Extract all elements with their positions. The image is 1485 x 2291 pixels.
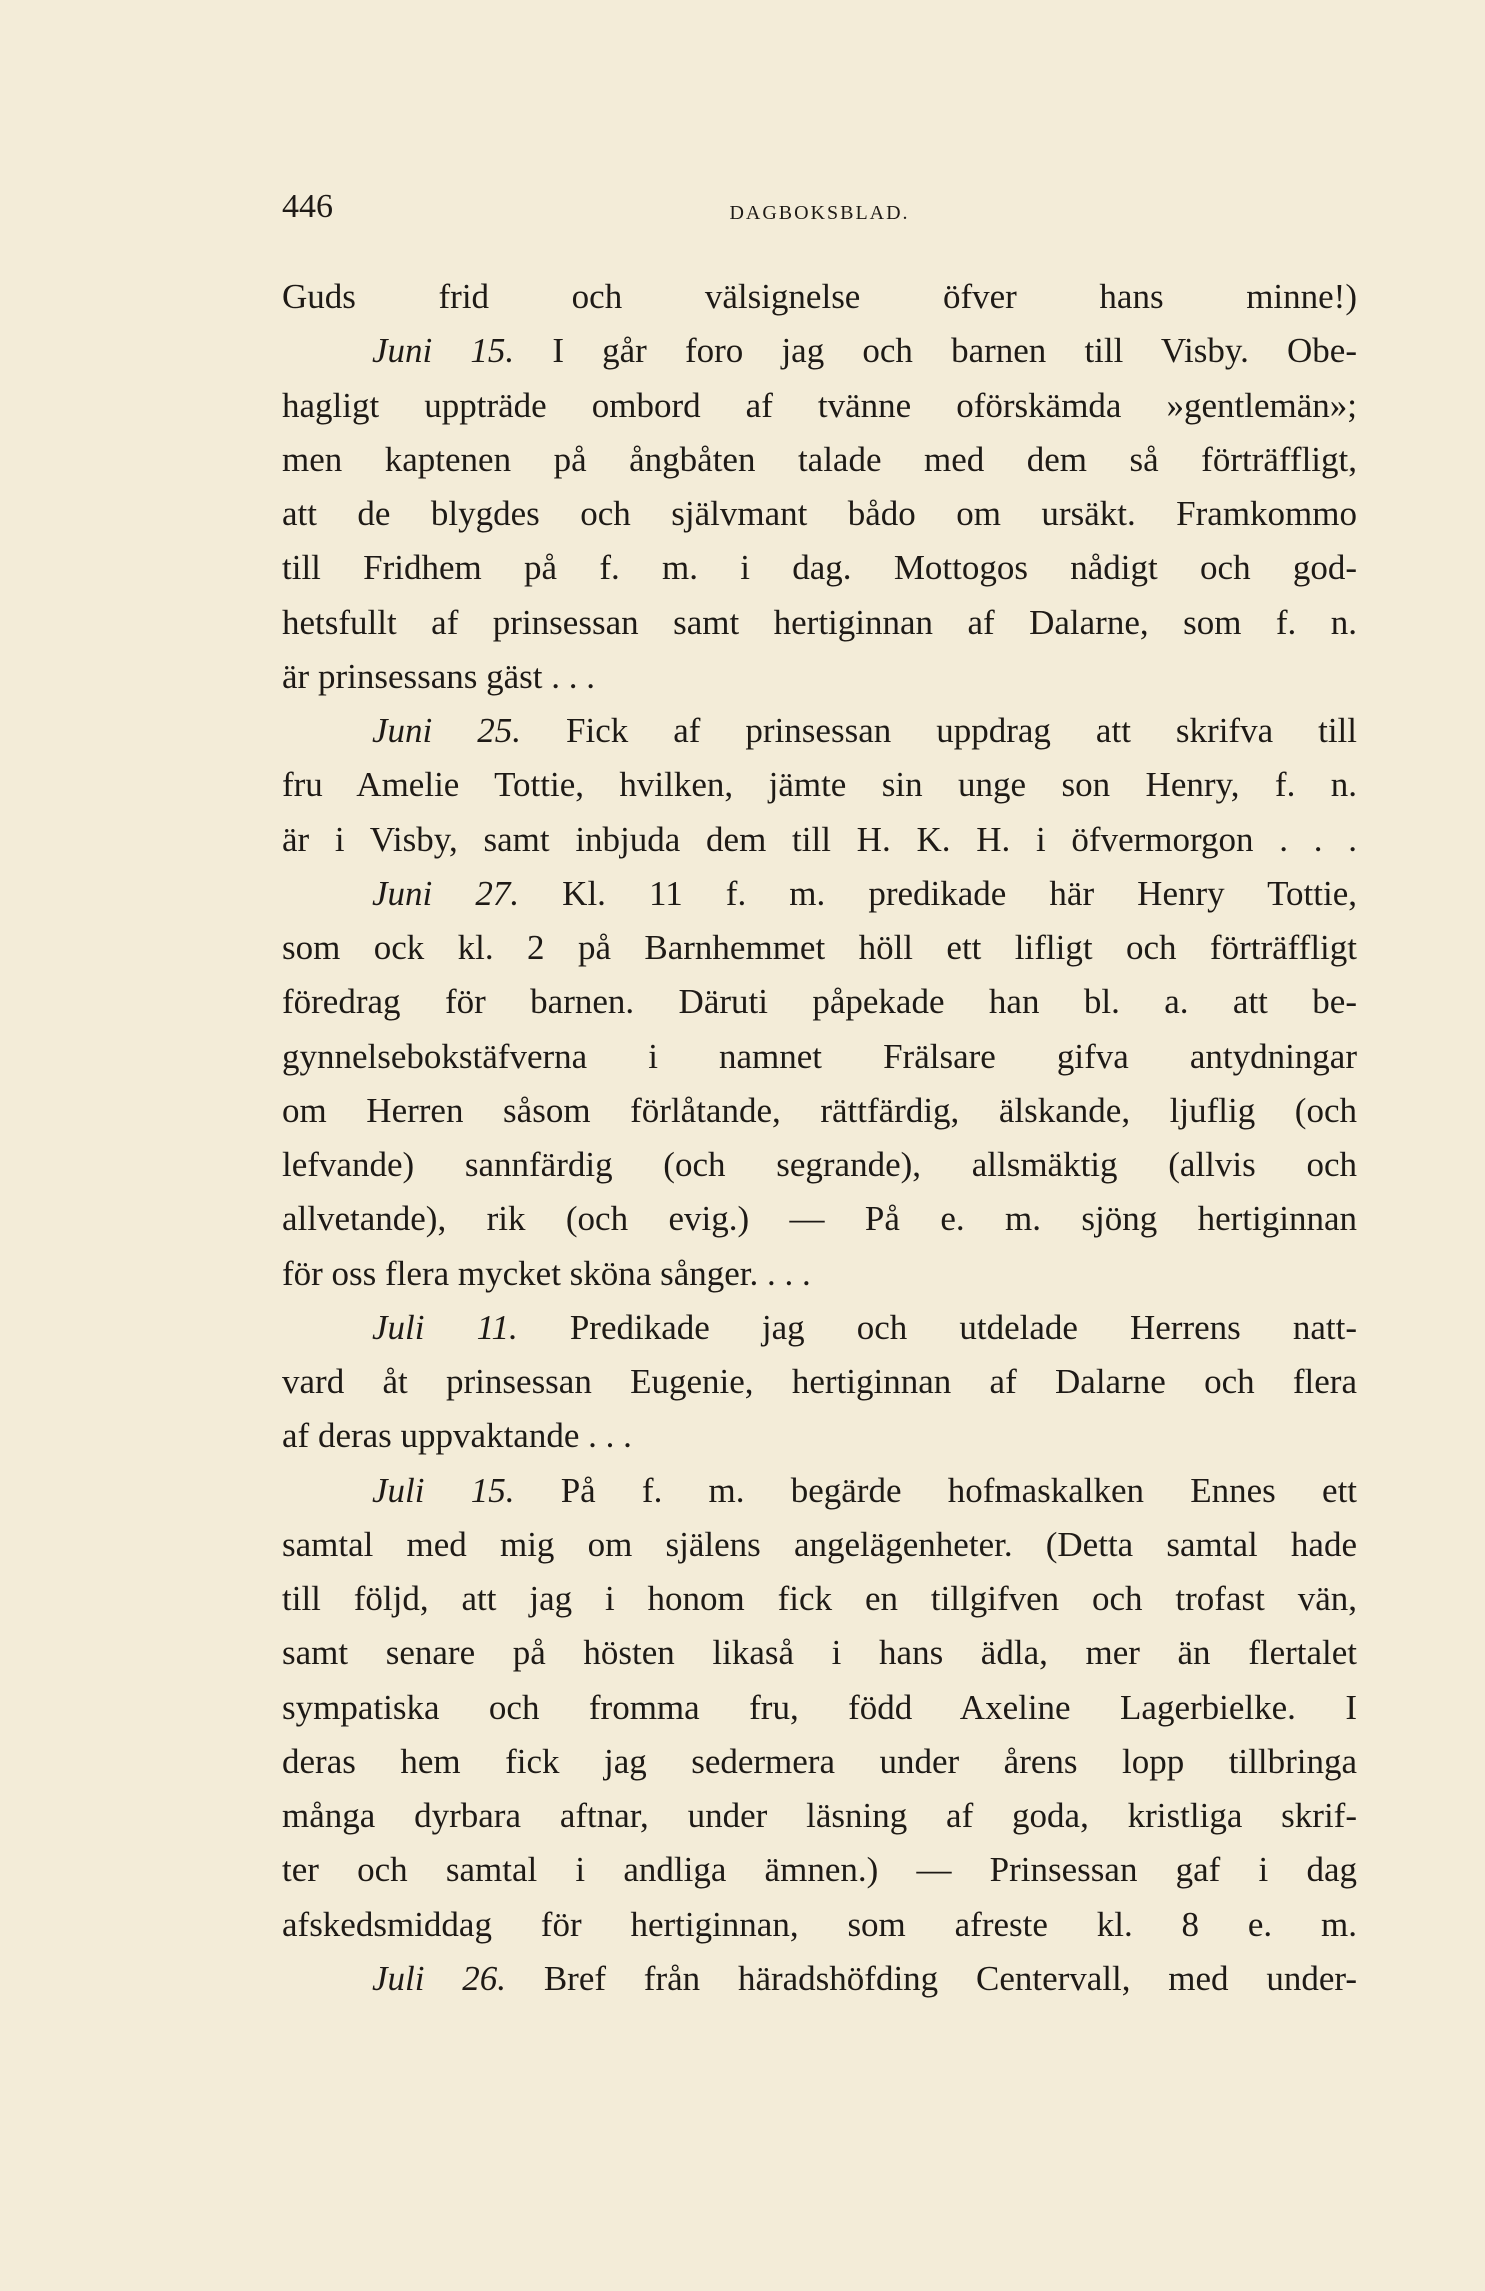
text-line: fru Amelie Tottie, hvilken, jämte sin unge son Henry, f. n. xyxy=(282,765,1357,805)
text-line: att de blygdes och självmant bådo om ursäkt. Framkommo xyxy=(282,494,1357,533)
text-line: till Fridhem på f. m. i dag. Mottogos nådigt och god- xyxy=(282,548,1357,588)
text-line: lefvande) sannfärdig (och segrande), allsmäktig (allvis och xyxy=(282,1145,1357,1184)
text-line: Guds frid och välsignelse öfver hans minne!) xyxy=(282,277,1357,316)
entry-date: Juni 27. xyxy=(372,873,520,913)
running-title: DAGBOKSBLAD. xyxy=(729,202,910,224)
text-line: föredrag för barnen. Däruti påpekade han bl. a. att be- xyxy=(282,982,1357,1022)
entry-text: Kl. 11 f. m. predikade här Henry Tottie, xyxy=(519,873,1357,913)
text-line: samtal med mig om själens angelägenheter. (Detta samtal hade xyxy=(282,1524,1357,1564)
entry-line xyxy=(282,1952,1357,2006)
text-line: gynnelsebokstäfverna i namnet Frälsare gifva antydningar xyxy=(282,1036,1357,1076)
entry-text: Fick af prinsessan uppdrag att skrifva till xyxy=(521,711,1357,750)
entry-date: Juli 15. xyxy=(372,1470,515,1510)
text-line: men kaptenen på ångbåten talade med dem så förträffligt, xyxy=(282,439,1357,479)
entry-line xyxy=(282,1301,1357,1355)
text-line: är prinsessans gäst . . . xyxy=(282,656,596,696)
entry-date: Juli 11. xyxy=(372,1307,518,1347)
text-line: allvetande), rik (och evig.) — På e. m. sjöng hertiginnan xyxy=(282,1199,1357,1239)
entry-date: Juli 26. xyxy=(372,1958,507,1998)
entry-date: Juni 15. xyxy=(372,331,515,371)
text-line: är i Visby, samt inbjuda dem till H. K. H. i öfvermorgon . . . xyxy=(282,819,1357,859)
text-line: om Herren såsom förlåtande, rättfärdig, älskande, ljuflig (och xyxy=(282,1090,1357,1130)
entry-text: Bref från häradshöfding Centervall, med under- xyxy=(506,1958,1357,1998)
page-header xyxy=(282,188,1357,248)
entry-line xyxy=(282,1464,1357,1518)
text-line: sympatiska och fromma fru, född Axeline Lagerbielke. I xyxy=(282,1687,1357,1727)
entry-line xyxy=(282,324,1357,378)
text-line: för oss flera mycket sköna sånger. . . . xyxy=(282,1253,811,1293)
entry-date: Juni 25. xyxy=(372,711,522,750)
text-line: hetsfullt af prinsessan samt hertiginnan af Dalarne, som f. n. xyxy=(282,602,1357,642)
entry-text: I går foro jag och barnen till Visby. Obe- xyxy=(514,331,1357,371)
body-text xyxy=(282,270,1357,2006)
text-line: många dyrbara aftnar, under läsning af goda, kristliga skrif- xyxy=(282,1796,1357,1835)
text-line: afskedsmiddag för hertiginnan, som afreste kl. 8 e. m. xyxy=(282,1904,1357,1944)
text-line: som ock kl. 2 på Barnhemmet höll ett lifligt och förträffligt xyxy=(282,928,1357,967)
entry-text: På f. m. begärde hofmaskalken Ennes ett xyxy=(514,1470,1357,1510)
text-line: deras hem fick jag sedermera under årens lopp tillbringa xyxy=(282,1741,1357,1781)
text-line: till följd, att jag i honom fick en tillgifven och trofast vän, xyxy=(282,1579,1357,1618)
entry-line xyxy=(282,867,1357,921)
text-line: vard åt prinsessan Eugenie, hertiginnan af Dalarne och flera xyxy=(282,1362,1357,1401)
text-line: samt senare på hösten likaså i hans ädla, mer än flertalet xyxy=(282,1633,1357,1673)
text-line: hagligt uppträde ombord af tvänne oförskämda »gentlemän»; xyxy=(282,385,1357,425)
text-line: af deras uppvaktande . . . xyxy=(282,1416,632,1456)
text-line: ter och samtal i andliga ämnen.) — Prinsessan gaf i dag xyxy=(282,1850,1357,1890)
entry-text: Predikade jag och utdelade Herrens natt- xyxy=(517,1307,1357,1347)
entry-line xyxy=(282,704,1357,758)
page-number: 446 xyxy=(282,188,333,225)
